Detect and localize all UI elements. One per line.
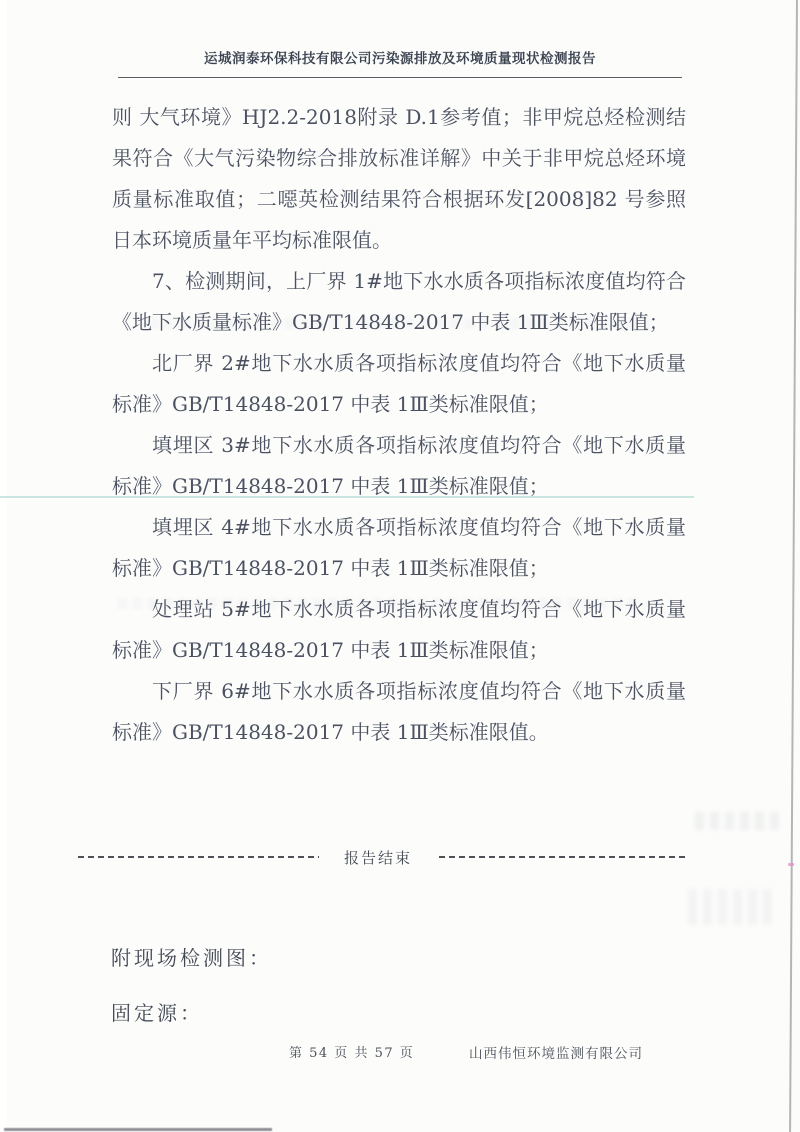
body-paragraph: 填埋区 4#地下水水质各项指标浓度值均符合《地下水质量标准》GB/T14848-2017 中表 1Ⅲ类标准限值；	[112, 515, 686, 580]
scan-bottom-edge-line	[4, 1128, 272, 1131]
footer-page-number: 第 54 页 共 57 页	[289, 1046, 415, 1061]
body-paragraph: 7、检测期间，上厂界 1#地下水水质各项指标浓度值均符合《地下水质量标准》GB/T14848-2017 中表 1Ⅲ类标准限值；	[112, 269, 686, 334]
scan-right-edge-line	[789, 0, 798, 1132]
report-end-divider	[78, 845, 689, 869]
report-end-label: 报告结束	[344, 848, 413, 867]
body-paragraph: 处理站 5#地下水水质各项指标浓度值均符合《地下水质量标准》GB/T14848-2017 中表 1Ⅲ类标准限值；	[112, 597, 686, 662]
footer-company-name: 山西伟恒环境监测有限公司	[469, 1046, 643, 1062]
report-body	[112, 97, 686, 753]
body-paragraph: 填埋区 3#地下水水质各项指标浓度值均符合《地下水质量标准》GB/T14848-2017 中表 1Ⅲ类标准限值；	[112, 433, 686, 498]
bleed-through-artifact	[688, 889, 778, 925]
divider-dash-left	[78, 856, 319, 858]
body-paragraph: 北厂界 2#地下水水质各项指标浓度值均符合《地下水质量标准》GB/T14848-2017 中表 1Ⅲ类标准限值；	[112, 351, 686, 416]
scan-pink-mark-artifact	[788, 863, 794, 866]
attachment-photos-heading: 附现场检测图：	[111, 946, 272, 970]
body-paragraph: 则 大气环境》HJ2.2-2018附录 D.1参考值；非甲烷总烃检测结果符合《大气污染物综合排放标准详解》中关于非甲烷总烃环境质量标准取值；二噁英检测结果符合根据环发[2008]82 号参照日本环境质量年平均标准限值。	[112, 105, 686, 252]
attachment-fixed-source-heading: 固定源：	[111, 1001, 203, 1025]
scan-left-edge	[0, 0, 7, 1132]
divider-dash-right	[439, 856, 689, 858]
page-header-title: 运城润泰环保科技有限公司污染源排放及环境质量现状检测报告	[204, 51, 596, 67]
body-paragraph: 下厂界 6#地下水水质各项指标浓度值均符合《地下水质量标准》GB/T14848-2017 中表 1Ⅲ类标准限值。	[112, 679, 686, 744]
header-rule	[118, 77, 682, 78]
bleed-through-artifact	[695, 812, 780, 830]
